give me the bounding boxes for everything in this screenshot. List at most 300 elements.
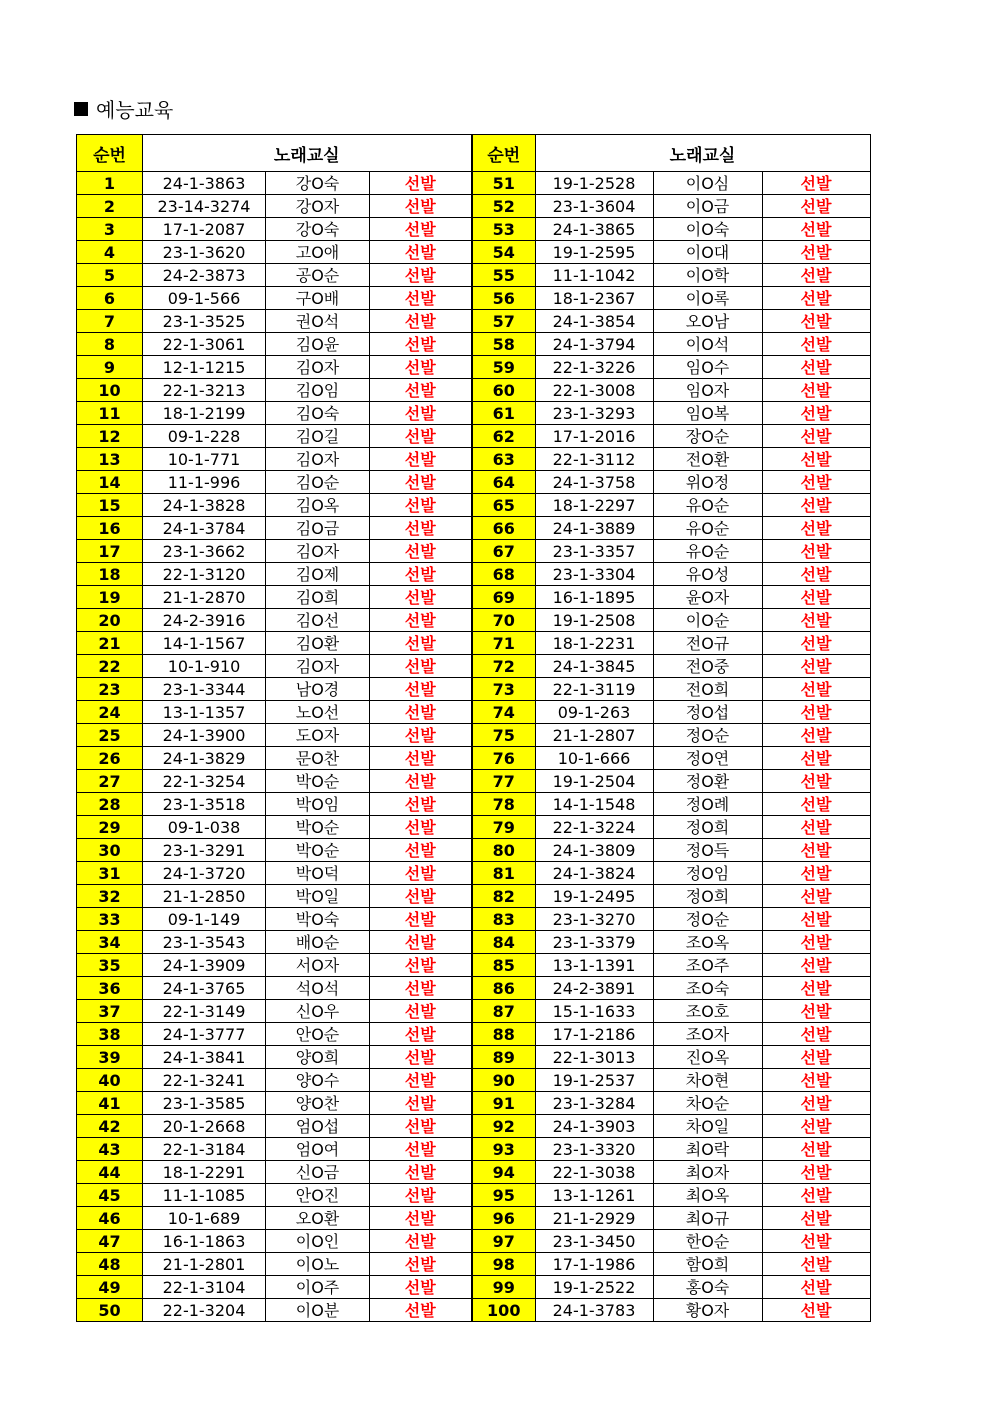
table-row [472,425,870,448]
row-number: 31 [77,862,143,885]
table-row [472,954,870,977]
member-name: 서O자 [266,954,370,977]
member-name: 엄O섭 [266,1115,370,1138]
member-name: 박O숙 [266,908,370,931]
row-number: 94 [472,1161,535,1184]
member-id: 17-1-2016 [535,425,653,448]
row-number: 37 [77,1000,143,1023]
selection-status: 선발 [762,977,870,1000]
table-row [77,241,472,264]
member-id: 24-1-3824 [535,862,653,885]
member-id: 19-1-2537 [535,1069,653,1092]
table-row [472,448,870,471]
row-number: 30 [77,839,143,862]
selection-status: 선발 [370,425,472,448]
table-row [77,517,472,540]
member-id: 23-1-3518 [143,793,266,816]
member-name: 정O섭 [653,701,762,724]
row-number: 40 [77,1069,143,1092]
member-id: 24-2-3891 [535,977,653,1000]
selection-status: 선발 [370,862,472,885]
member-id: 10-1-771 [143,448,266,471]
selection-status: 선발 [762,356,870,379]
selection-status: 선발 [762,931,870,954]
table-row [472,517,870,540]
table-row [472,402,870,425]
row-number: 91 [472,1092,535,1115]
member-id: 19-1-2528 [535,172,653,195]
selection-status: 선발 [370,310,472,333]
table-row [77,632,472,655]
table-row [472,1184,870,1207]
member-id: 19-1-2508 [535,609,653,632]
selection-status: 선발 [762,1138,870,1161]
member-name: 이O심 [653,172,762,195]
member-id: 24-2-3873 [143,264,266,287]
member-name: 석O석 [266,977,370,1000]
table-row [77,264,472,287]
member-name: 이O노 [266,1253,370,1276]
member-id: 24-1-3784 [143,517,266,540]
row-number: 72 [472,655,535,678]
table-row [472,1161,870,1184]
member-name: 이O분 [266,1299,370,1322]
selection-status: 선발 [370,655,472,678]
row-number: 84 [472,931,535,954]
row-number: 65 [472,494,535,517]
selection-status: 선발 [370,1069,472,1092]
row-number: 11 [77,402,143,425]
member-id: 23-1-3284 [535,1092,653,1115]
table-row [77,1000,472,1023]
table-row [77,310,472,333]
selection-status: 선발 [762,1299,870,1322]
member-id: 23-1-3604 [535,195,653,218]
table-row [77,839,472,862]
table-row [472,816,870,839]
member-id: 11-1-996 [143,471,266,494]
row-number: 83 [472,908,535,931]
row-number: 85 [472,954,535,977]
row-number: 76 [472,747,535,770]
member-name: 김O자 [266,448,370,471]
member-id: 22-1-3204 [143,1299,266,1322]
selection-status: 선발 [762,1092,870,1115]
roster-body-right [472,172,870,1322]
row-number: 99 [472,1276,535,1299]
member-id: 18-1-2199 [143,402,266,425]
row-number: 89 [472,1046,535,1069]
selection-status: 선발 [370,218,472,241]
table-row [77,862,472,885]
member-name: 양O찬 [266,1092,370,1115]
member-name: 강O숙 [266,218,370,241]
roster-body-left [77,172,472,1322]
selection-status: 선발 [762,425,870,448]
member-id: 24-1-3720 [143,862,266,885]
member-id: 09-1-228 [143,425,266,448]
selection-status: 선발 [762,954,870,977]
selection-status: 선발 [762,701,870,724]
member-id: 17-1-2186 [535,1023,653,1046]
selection-status: 선발 [370,1161,472,1184]
selection-status: 선발 [370,885,472,908]
table-row [77,586,472,609]
member-name: 신O금 [266,1161,370,1184]
selection-status: 선발 [762,448,870,471]
row-number: 68 [472,563,535,586]
table-row [77,379,472,402]
row-number: 53 [472,218,535,241]
member-id: 24-2-3916 [143,609,266,632]
member-name: 안O순 [266,1023,370,1046]
member-id: 19-1-2595 [535,241,653,264]
member-name: 임O자 [653,379,762,402]
section-title: 예능교육 [96,98,174,122]
member-id: 24-1-3909 [143,954,266,977]
selection-status: 선발 [762,793,870,816]
member-id: 24-1-3783 [535,1299,653,1322]
row-number: 43 [77,1138,143,1161]
selection-status: 선발 [762,1023,870,1046]
selection-status: 선발 [762,563,870,586]
table-row [77,448,472,471]
roster-table-left [76,134,473,1322]
member-name: 박O순 [266,770,370,793]
table-row [472,632,870,655]
table-row [77,1023,472,1046]
selection-status: 선발 [762,908,870,931]
selection-status: 선발 [370,793,472,816]
member-name: 황O자 [653,1299,762,1322]
row-number: 12 [77,425,143,448]
selection-status: 선발 [370,609,472,632]
member-name: 김O금 [266,517,370,540]
member-name: 전O희 [653,678,762,701]
selection-status: 선발 [370,908,472,931]
row-number: 52 [472,195,535,218]
table-row [77,1161,472,1184]
selection-status: 선발 [762,632,870,655]
member-id: 21-1-2807 [535,724,653,747]
selection-status: 선발 [370,172,472,195]
selection-status: 선발 [370,540,472,563]
member-id: 13-1-1391 [535,954,653,977]
selection-status: 선발 [370,241,472,264]
row-number: 22 [77,655,143,678]
member-id: 09-1-566 [143,287,266,310]
member-id: 21-1-2801 [143,1253,266,1276]
selection-status: 선발 [762,1046,870,1069]
table-row [472,908,870,931]
table-row [472,793,870,816]
selection-status: 선발 [370,1276,472,1299]
member-id: 23-1-3320 [535,1138,653,1161]
selection-status: 선발 [370,264,472,287]
selection-status: 선발 [762,333,870,356]
row-number: 69 [472,586,535,609]
selection-status: 선발 [762,241,870,264]
member-id: 11-1-1042 [535,264,653,287]
row-number: 5 [77,264,143,287]
row-number: 21 [77,632,143,655]
table-row [472,655,870,678]
table-row [77,678,472,701]
row-number: 18 [77,563,143,586]
table-row [472,310,870,333]
row-number: 82 [472,885,535,908]
table-row [77,1253,472,1276]
member-name: 유O성 [653,563,762,586]
row-number: 73 [472,678,535,701]
table-row [77,1230,472,1253]
member-name: 전O환 [653,448,762,471]
row-number: 6 [77,287,143,310]
selection-status: 선발 [370,701,472,724]
member-id: 21-1-2850 [143,885,266,908]
member-id: 23-1-3543 [143,931,266,954]
table-row [77,195,472,218]
table-row [77,885,472,908]
member-name: 유O순 [653,494,762,517]
selection-status: 선발 [370,1230,472,1253]
member-name: 김O윤 [266,333,370,356]
member-id: 18-1-2291 [143,1161,266,1184]
member-name: 정O득 [653,839,762,862]
table-row [77,1207,472,1230]
member-id: 24-1-3758 [535,471,653,494]
table-row [472,1023,870,1046]
table-row [472,1069,870,1092]
member-id: 19-1-2495 [535,885,653,908]
member-name: 정O연 [653,747,762,770]
member-id: 16-1-1895 [535,586,653,609]
table-row [77,333,472,356]
row-number: 70 [472,609,535,632]
table-row [472,1299,870,1322]
member-name: 전O중 [653,655,762,678]
section-heading [74,94,173,123]
member-name: 김O선 [266,609,370,632]
row-number: 57 [472,310,535,333]
table-row [77,1138,472,1161]
row-number: 86 [472,977,535,1000]
row-number: 33 [77,908,143,931]
table-row [77,609,472,632]
row-number: 39 [77,1046,143,1069]
row-number: 10 [77,379,143,402]
black-square-icon [74,102,88,116]
member-id: 24-1-3903 [535,1115,653,1138]
selection-status: 선발 [762,816,870,839]
member-name: 이O주 [266,1276,370,1299]
member-name: 차O순 [653,1092,762,1115]
selection-status: 선발 [370,287,472,310]
table-row [472,747,870,770]
row-number: 71 [472,632,535,655]
row-number: 63 [472,448,535,471]
selection-status: 선발 [370,448,472,471]
header-row [77,135,472,172]
member-id: 13-1-1261 [535,1184,653,1207]
member-id: 19-1-2522 [535,1276,653,1299]
row-number: 81 [472,862,535,885]
row-number: 97 [472,1230,535,1253]
selection-status: 선발 [370,1023,472,1046]
member-id: 22-1-3254 [143,770,266,793]
row-number: 1 [77,172,143,195]
member-id: 23-1-3379 [535,931,653,954]
row-number: 79 [472,816,535,839]
member-id: 24-1-3863 [143,172,266,195]
member-id: 10-1-910 [143,655,266,678]
member-name: 임O복 [653,402,762,425]
row-number: 88 [472,1023,535,1046]
selection-status: 선발 [370,678,472,701]
row-number: 26 [77,747,143,770]
row-number: 75 [472,724,535,747]
member-name: 최O규 [653,1207,762,1230]
member-id: 23-1-3291 [143,839,266,862]
member-id: 23-1-3344 [143,678,266,701]
member-id: 24-1-3809 [535,839,653,862]
table-row [77,701,472,724]
member-name: 양O희 [266,1046,370,1069]
row-number: 44 [77,1161,143,1184]
selection-status: 선발 [762,287,870,310]
member-id: 10-1-666 [535,747,653,770]
row-number: 19 [77,586,143,609]
member-name: 안O진 [266,1184,370,1207]
row-number: 27 [77,770,143,793]
row-number: 23 [77,678,143,701]
member-name: 박O순 [266,816,370,839]
member-id: 21-1-2870 [143,586,266,609]
row-number: 56 [472,287,535,310]
member-name: 임O수 [653,356,762,379]
member-id: 22-1-3061 [143,333,266,356]
table-row [77,1276,472,1299]
table-row [472,1276,870,1299]
row-number: 58 [472,333,535,356]
member-id: 22-1-3241 [143,1069,266,1092]
row-number: 93 [472,1138,535,1161]
member-name: 오O남 [653,310,762,333]
row-number: 46 [77,1207,143,1230]
table-row [77,724,472,747]
member-id: 19-1-2504 [535,770,653,793]
row-number: 24 [77,701,143,724]
member-name: 위O정 [653,471,762,494]
member-name: 오O환 [266,1207,370,1230]
member-id: 22-1-3119 [535,678,653,701]
selection-status: 선발 [762,379,870,402]
row-number: 80 [472,839,535,862]
member-name: 한O순 [653,1230,762,1253]
table-row [472,1115,870,1138]
table-row [77,287,472,310]
row-number: 20 [77,609,143,632]
member-id: 20-1-2668 [143,1115,266,1138]
table-row [472,218,870,241]
member-id: 22-1-3013 [535,1046,653,1069]
selection-status: 선발 [762,586,870,609]
member-name: 도O자 [266,724,370,747]
member-id: 22-1-3224 [535,816,653,839]
selection-status: 선발 [370,586,472,609]
selection-status: 선발 [370,747,472,770]
table-row [472,977,870,1000]
table-row [77,1115,472,1138]
member-name: 김O숙 [266,402,370,425]
member-name: 이O대 [653,241,762,264]
row-number: 60 [472,379,535,402]
member-name: 남O경 [266,678,370,701]
table-row [77,1184,472,1207]
member-name: 김O길 [266,425,370,448]
row-number: 51 [472,172,535,195]
member-id: 09-1-149 [143,908,266,931]
member-id: 21-1-2929 [535,1207,653,1230]
member-name: 유O순 [653,517,762,540]
selection-status: 선발 [762,471,870,494]
selection-status: 선발 [762,172,870,195]
member-name: 김O제 [266,563,370,586]
row-number: 9 [77,356,143,379]
member-id: 14-1-1567 [143,632,266,655]
member-id: 24-1-3900 [143,724,266,747]
member-id: 11-1-1085 [143,1184,266,1207]
member-name: 정O례 [653,793,762,816]
member-name: 김O자 [266,655,370,678]
member-id: 24-1-3765 [143,977,266,1000]
member-name: 박O순 [266,839,370,862]
selection-status: 선발 [370,977,472,1000]
selection-status: 선발 [762,839,870,862]
selection-status: 선발 [370,816,472,839]
table-row [472,1092,870,1115]
member-name: 김O순 [266,471,370,494]
member-name: 전O규 [653,632,762,655]
member-name: 윤O자 [653,586,762,609]
table-row [472,1207,870,1230]
row-number: 15 [77,494,143,517]
selection-status: 선발 [370,1253,472,1276]
table-row [472,862,870,885]
row-number: 49 [77,1276,143,1299]
member-id: 24-1-3841 [143,1046,266,1069]
member-id: 22-1-3120 [143,563,266,586]
member-name: 정O임 [653,862,762,885]
member-id: 09-1-263 [535,701,653,724]
selection-status: 선발 [370,379,472,402]
member-name: 강O숙 [266,172,370,195]
table-row [77,1092,472,1115]
table-row [472,287,870,310]
selection-status: 선발 [370,724,472,747]
selection-status: 선발 [762,1207,870,1230]
row-number: 55 [472,264,535,287]
member-name: 김O희 [266,586,370,609]
selection-status: 선발 [762,747,870,770]
row-number: 96 [472,1207,535,1230]
selection-status: 선발 [370,632,472,655]
table-row [472,494,870,517]
selection-status: 선발 [762,1276,870,1299]
table-row [472,241,870,264]
member-name: 진O옥 [653,1046,762,1069]
member-id: 23-1-3662 [143,540,266,563]
